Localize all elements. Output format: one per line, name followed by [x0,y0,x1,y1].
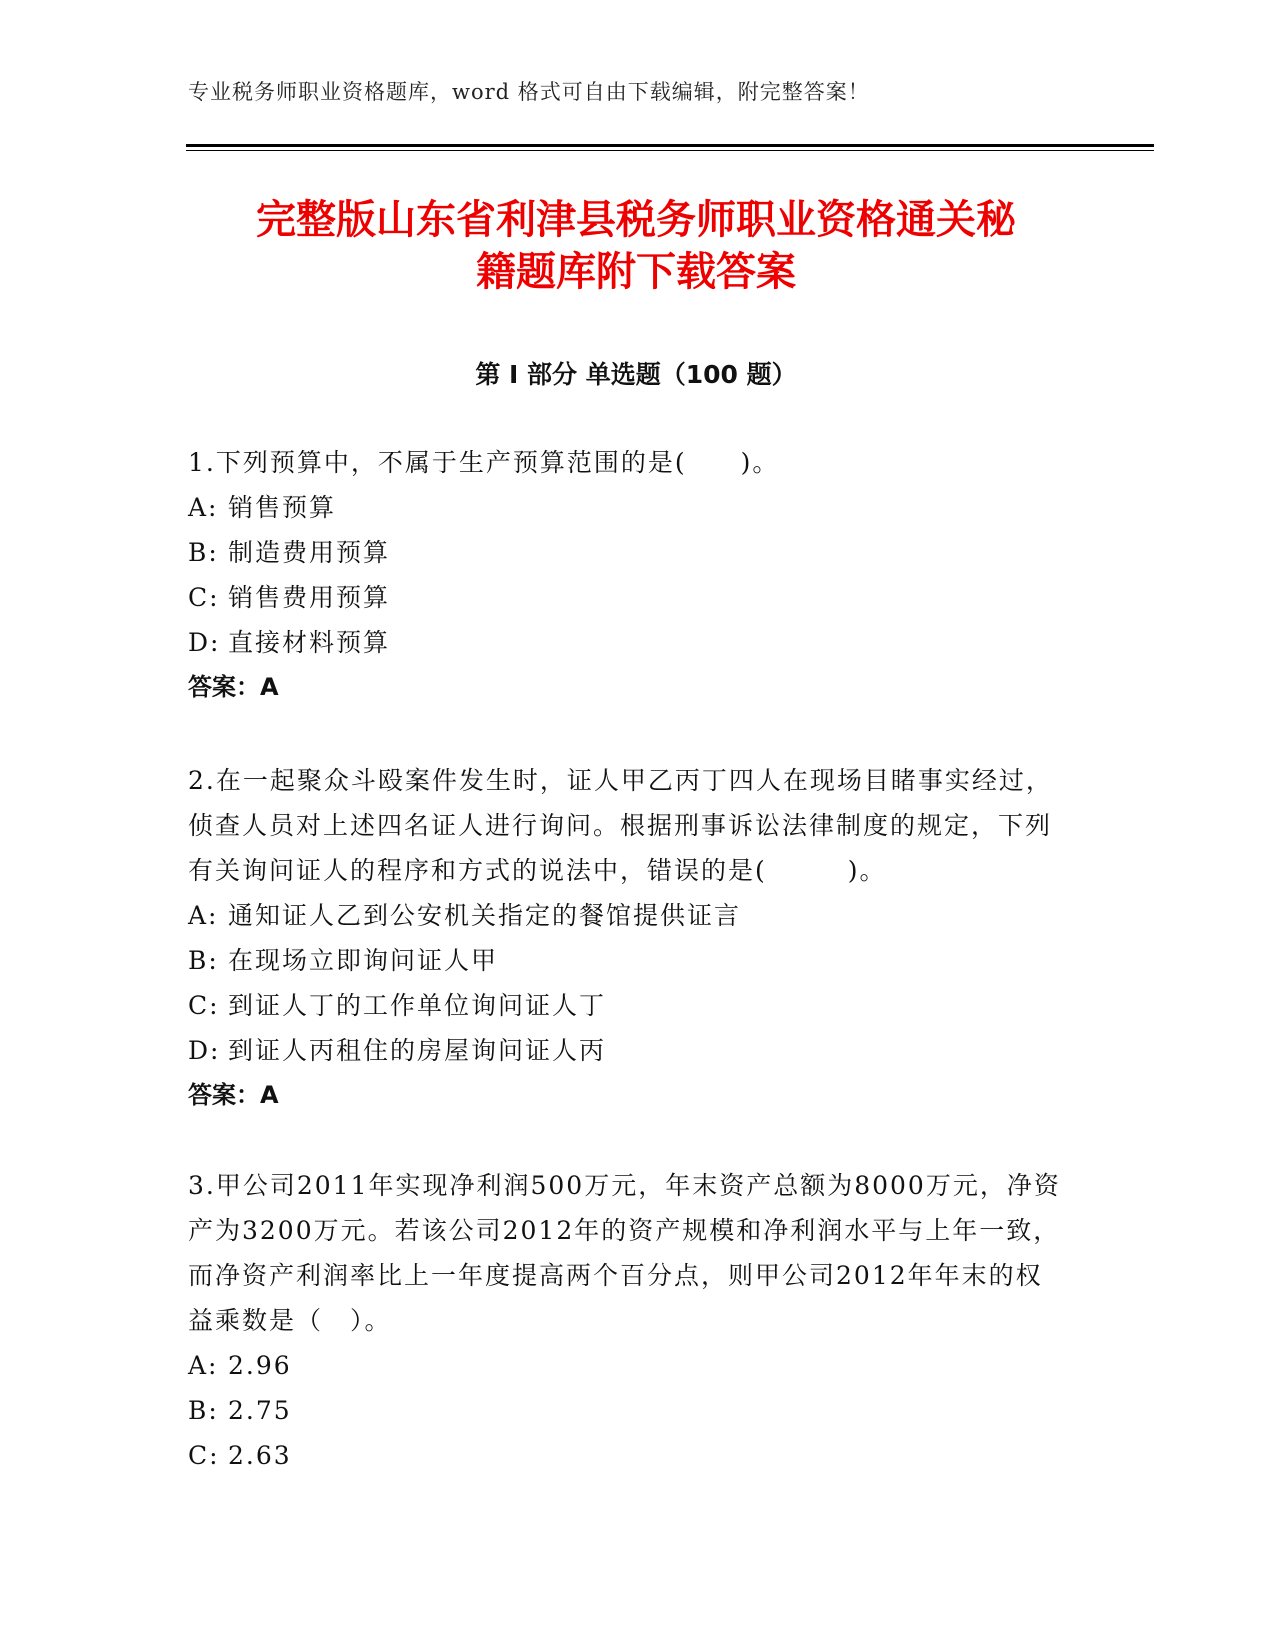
option-text: 2.96 [228,1351,292,1380]
answer: 答案：A [188,673,279,701]
option-c [188,983,1068,1028]
question-stem: 3.甲公司2011年实现净利润500万元，年末资产总额为8000万元，净资产为3200万元。若该公司2012年的资产规模和净利润水平与上年一致，而净资产利润率比上一年度提高两个百分点，则甲公司2012年年末的权益乘数是（ ）。 [188,1171,1061,1335]
option-text: 2.63 [228,1441,292,1470]
option-d [188,1028,1068,1073]
option-c [188,1433,1068,1478]
header-note: 专业税务师职业资格题库，word 格式可自由下载编辑，附完整答案！ [188,80,870,104]
option-key: B: [188,538,219,567]
option-key: D: [188,1036,221,1065]
answer: 答案：A [188,1081,279,1109]
question-2 [188,758,1068,1118]
option-key: C: [188,583,220,612]
question-1 [188,440,1068,710]
option-text: 2.75 [228,1396,292,1425]
document-title [186,194,1086,298]
option-d [188,620,1068,665]
option-b [188,1388,1068,1433]
option-key: A: [188,901,219,930]
option-text: 通知证人乙到公安机关指定的餐馆提供证言 [228,901,742,930]
option-text: 销售预算 [228,493,337,522]
option-a [188,893,1068,938]
question-stem: 1.下列预算中，不属于生产预算范围的是( )。 [188,448,780,477]
option-key: A: [188,1351,219,1380]
option-c [188,575,1068,620]
document-title-line-1: 完整版山东省利津县税务师职业资格通关秘 [256,197,1016,243]
option-text: 制造费用预算 [228,538,391,567]
header-rule-thick [186,144,1154,147]
option-b [188,938,1068,983]
option-a [188,485,1068,530]
option-text: 直接材料预算 [228,628,391,657]
option-a [188,1343,1068,1388]
option-text: 在现场立即询问证人甲 [228,946,499,975]
option-key: C: [188,1441,220,1470]
header-rule-thin [186,150,1154,151]
option-key: C: [188,991,220,1020]
option-text: 到证人丙租住的房屋询问证人丙 [228,1036,607,1065]
option-key: B: [188,946,219,975]
option-key: B: [188,1396,219,1425]
option-key: A: [188,493,219,522]
option-b [188,530,1068,575]
option-key: D: [188,628,221,657]
section-title: 第 I 部分 单选题（100 题） [475,360,797,389]
option-text: 到证人丁的工作单位询问证人丁 [228,991,607,1020]
document-title-line-2: 籍题库附下载答案 [476,249,796,295]
question-3 [188,1163,1068,1478]
option-text: 销售费用预算 [228,583,391,612]
question-stem: 2.在一起聚众斗殴案件发生时，证人甲乙丙丁四人在现场目睹事实经过，侦查人员对上述四名证人进行询问。根据刑事诉讼法律制度的规定，下列有关询问证人的程序和方式的说法中，错误的是( )。 [188,766,1053,885]
